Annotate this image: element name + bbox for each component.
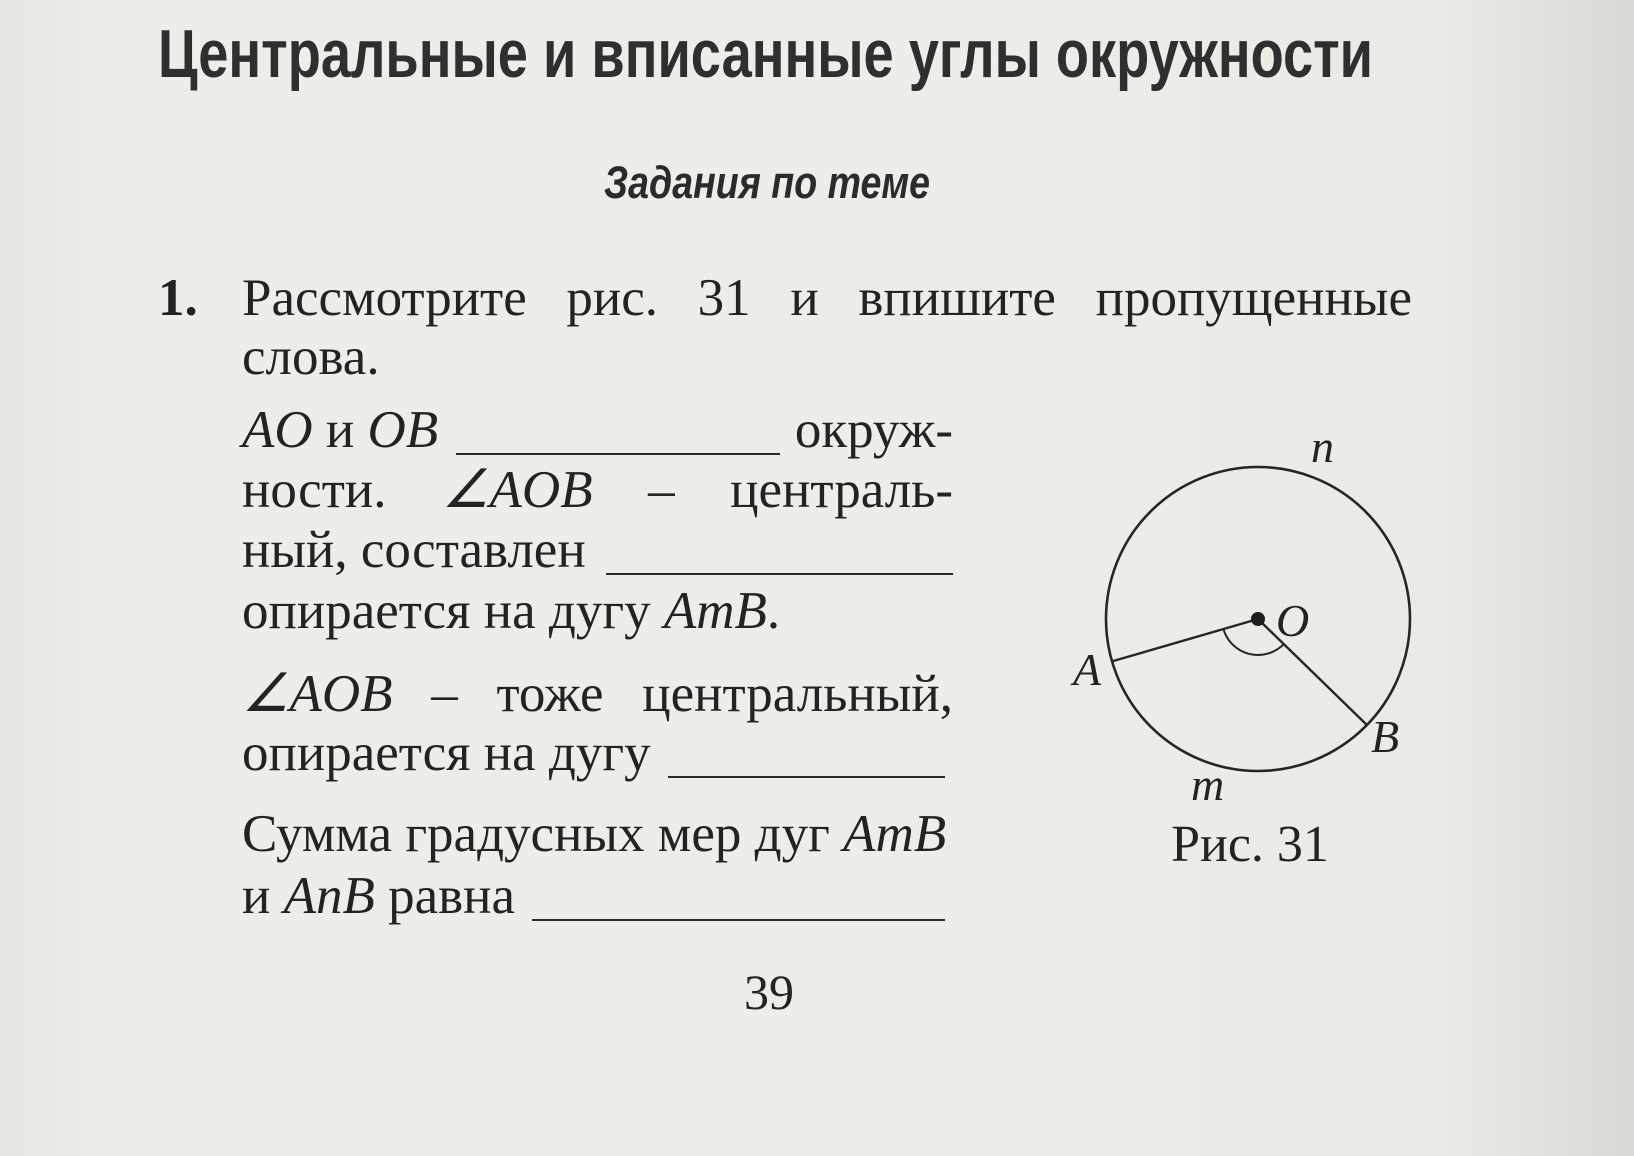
word-part: ности.	[242, 461, 387, 519]
statement-1-line-1	[242, 400, 953, 460]
label-center-o: O	[1276, 595, 1310, 646]
period: .	[766, 582, 781, 640]
text-fragment: опирается на дугу	[242, 582, 651, 640]
label-point-a: A	[1073, 644, 1102, 695]
label-arc-n: n	[1311, 421, 1334, 472]
statement-1-line-4	[242, 581, 780, 641]
conjunction: и	[242, 867, 271, 925]
word-part: окруж-	[794, 401, 953, 459]
angle-arc	[1223, 629, 1283, 655]
arc-amb: AmB	[663, 582, 767, 640]
answer-blank-2	[606, 573, 953, 575]
figure-caption: Рис. 31	[1171, 816, 1329, 873]
statement-1-line-2	[242, 460, 953, 520]
answer-blank-4	[532, 919, 945, 921]
page-header	[0, 0, 1634, 230]
label-point-b: B	[1371, 711, 1400, 762]
text-fragment: ный, составлен	[242, 521, 586, 579]
statement-2-line-1	[242, 664, 953, 724]
prompt-line-1: Рассмотрите рис. 31 и впишите пропущенные	[242, 269, 1412, 327]
radius-oa	[1112, 619, 1258, 661]
center-point	[1251, 612, 1265, 626]
text-fragment: Сумма градусных мер дуг	[242, 805, 830, 863]
figure-31	[1040, 400, 1440, 890]
segment-ao: AO	[242, 401, 313, 459]
subsection-title: Задания по теме	[604, 157, 930, 208]
text-fragment: – тоже центральный,	[431, 665, 953, 723]
text-fragment: равна	[388, 867, 516, 925]
answer-blank-1	[456, 453, 780, 455]
section-title: Центральные и вписанные углы окружности	[158, 16, 1373, 92]
radius-ob	[1258, 619, 1367, 725]
label-arc-m: m	[1191, 759, 1225, 810]
answer-blank-3	[668, 776, 945, 778]
angle-aob: ∠AOB	[242, 665, 393, 723]
segments-group	[242, 400, 438, 460]
statement-1-line-3	[242, 520, 953, 580]
text-fragment: – централь-	[648, 461, 953, 519]
statement-2-line-2	[242, 723, 945, 783]
statement-3-line-2	[242, 866, 945, 926]
statement-3-line-1	[242, 804, 946, 864]
conjunction: и	[325, 401, 355, 459]
arc-anb: AnB	[283, 867, 375, 925]
angle-aob: ∠AOB	[442, 461, 593, 519]
text-fragment: опирается на дугу	[242, 724, 651, 782]
segment-ob: OB	[367, 401, 439, 459]
prompt-line-2: слова.	[242, 328, 380, 386]
page-number: 39	[744, 964, 794, 1020]
arc-amb: AmB	[843, 805, 947, 863]
exercise-number: 1.	[158, 269, 198, 327]
segments-group	[242, 866, 515, 926]
